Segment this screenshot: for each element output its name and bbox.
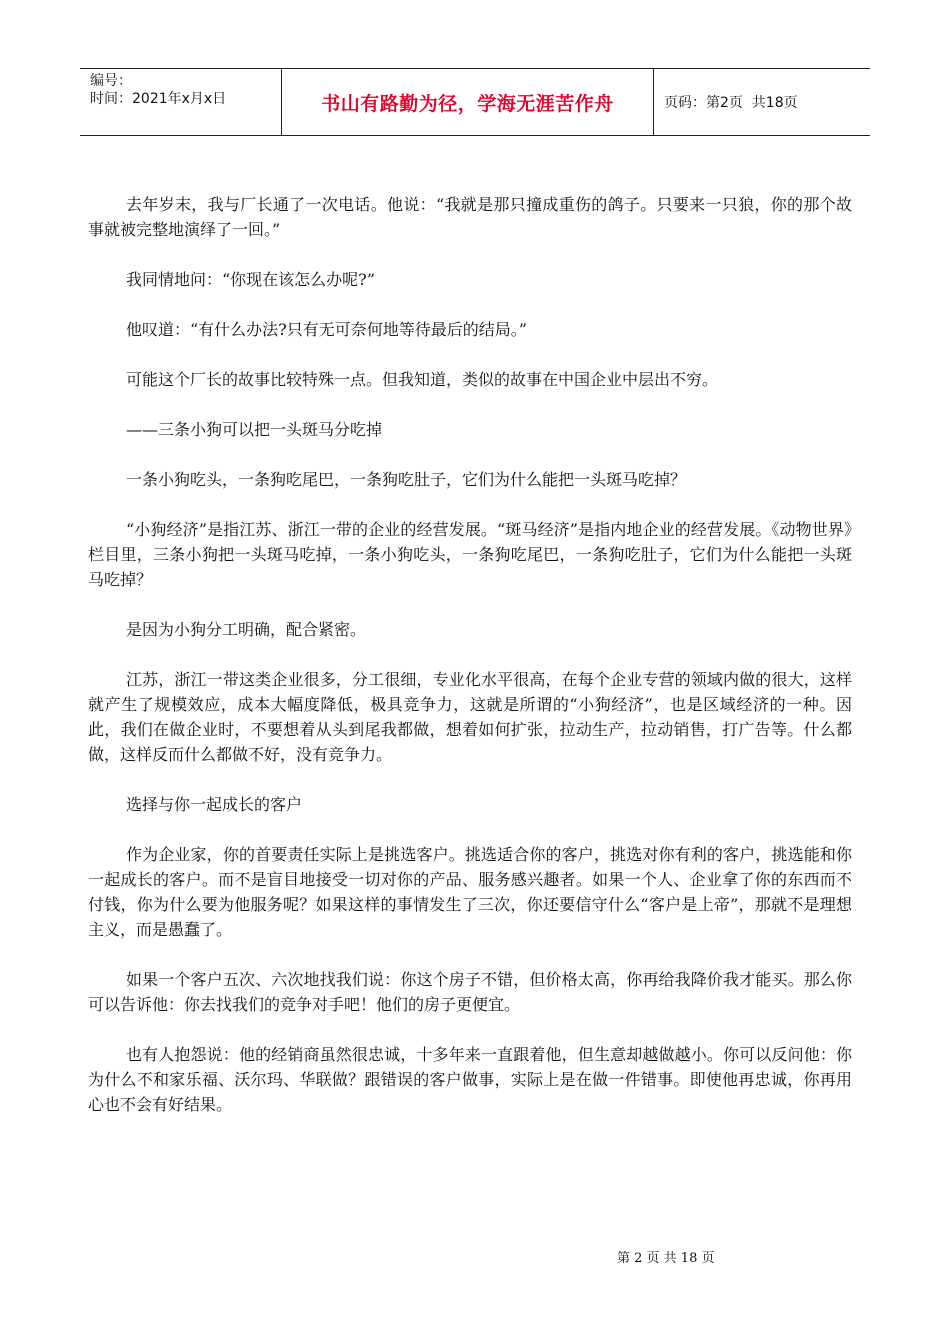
- document-number: 编号：: [90, 73, 132, 89]
- header-motto: 书山有路勤为径，学海无涯苦作舟: [321, 92, 614, 115]
- header-motto-cell: [282, 69, 654, 135]
- paragraph: 可能这个厂长的故事比较特殊一点。但我知道，类似的故事在中国企业中层出不穷。: [126, 370, 719, 389]
- paragraph: 他叹道：“有什么办法?只有无可奈何地等待最后的结局。”: [126, 320, 527, 339]
- paragraph: 也有人抱怨说：他的经销商虽然很忠诚，十多年来一直跟着他，但生意却越做越小。你可以反问他：你为什么不和家乐福、沃尔玛、华联做？跟错误的客户做事，实际上是在做一件错事。即使他再忠诚，你再用心也不会有好结果。: [88, 1045, 852, 1114]
- page-header: [80, 68, 870, 136]
- section-heading: 选择与你一起成长的客户: [126, 795, 303, 814]
- paragraph: 一条小狗吃头，一条狗吃尾巴，一条狗吃肚子，它们为什么能把一头斑马吃掉？: [126, 470, 687, 489]
- section-heading: ——三条小狗可以把一头斑马分吃掉: [126, 420, 383, 439]
- document-body: [88, 192, 852, 1142]
- paragraph: 江苏，浙江一带这类企业很多，分工很细，专业化水平很高，在每个企业专营的领域内做的很大，这样就产生了规模效应，成本大幅度降低，极具竞争力，这就是所谓的“小狗经济”，也是区域经济的一种。因此，我们在做企业时，不要想着从头到尾我都做，想着如何扩张，拉动生产，拉动销售，打广告等。什么都做，这样反而什么都做不好，没有竞争力。: [88, 670, 852, 764]
- document-date: 时间：2021年x月x日: [90, 91, 227, 107]
- paragraph: 我同情地问：“你现在该怎么办呢?”: [126, 270, 375, 289]
- paragraph: “小狗经济”是指江苏、浙江一带的企业的经营发展。“斑马经济”是指内地企业的经营发展。《动物世界》栏目里，三条小狗把一头斑马吃掉，一条小狗吃头，一条狗吃尾巴，一条狗吃肚子，它们为什么能把一头斑马吃掉？: [88, 520, 852, 589]
- paragraph: 是因为小狗分工明确，配合紧密。: [126, 620, 367, 639]
- paragraph: 作为企业家，你的首要责任实际上是挑选客户。挑选适合你的客户，挑选对你有利的客户，挑选能和你一起成长的客户。而不是盲目地接受一切对你的产品、服务感兴趣者。如果一个人、企业拿了你的东西而不付钱，你为什么要为他服务呢？如果这样的事情发生了三次，你还要信守什么“客户是上帝”，那就不是理想主义，而是愚蠢了。: [88, 845, 852, 939]
- paragraph: 去年岁末，我与厂长通了一次电话。他说：“我就是那只撞成重伤的鸽子。只要来一只狼，你的那个故事就被完整地演绎了一回。”: [88, 195, 852, 239]
- header-meta: [80, 69, 282, 135]
- page-footer: 第 2 页 共 18 页: [617, 1251, 715, 1266]
- header-page-info: 页码：第2页 共18页: [664, 95, 798, 111]
- paragraph: 如果一个客户五次、六次地找我们说：你这个房子不错，但价格太高，你再给我降价我才能买。那么你可以告诉他：你去找我们的竞争对手吧！他们的房子更便宜。: [88, 970, 852, 1014]
